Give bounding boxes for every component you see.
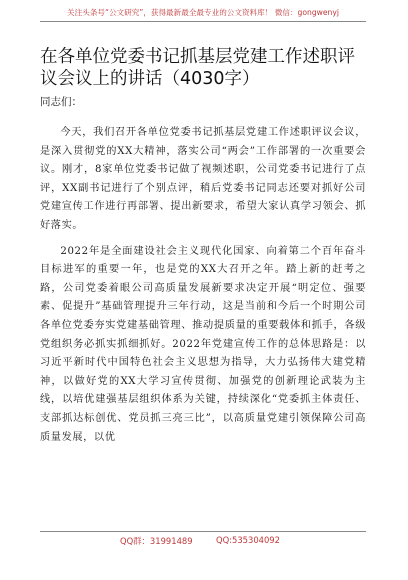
footer-qq: QQ:535304092 bbox=[216, 535, 280, 545]
footer-qq-group: QQ群：31991489 bbox=[120, 536, 193, 546]
salutation: 同志们： bbox=[40, 96, 82, 108]
footer-divider bbox=[40, 531, 366, 532]
footer bbox=[0, 535, 408, 549]
document-body bbox=[40, 124, 366, 454]
body-paragraph: 今天，我们召开各单位党委书记抓基层党建工作述职评议会议，是深入贯彻党的XX大精神，落实公司“两会”工作部署的一次重要会议。刚才，8家单位党委书记做了视频述职，公司党委书记进行了点评，XX副书记进行了个别点评，稍后党委书记同志还要对抓好公司党建宣传工作进行再部署、提出新要求，希望大家认真学习领会、抓好落实。 bbox=[40, 127, 366, 231]
document-title: 在各单位党委书记抓基层党建工作述职评议会议上的讲话（4030字） bbox=[40, 47, 355, 89]
header-banner: 关注头条号“公文研究”，获得最新最全最专业的公文资料库！ 微信：gongwenyj bbox=[40, 6, 366, 22]
body-paragraph: 2022年是全面建设社会主义现代化国家、向着第二个百年奋斗目标进军的重要一年，也是党的XX大召开之年。踏上新的赶考之路，公司党委着眼公司高质量发展新要求决定开展“明定位、强要素、促提升”基础管理提升三年行动，这是当前和今后一个时期公司各单位党委夯实党建基础管理、推动提质量的重要载体和抓手，各级党组织务必抓实抓细抓好。2022年党建宣传工作的总体思路是：以习近平新时代中国特色社会主义思想为指导，大力弘扬伟大建党精神，以做好党的XX大学习宣传贯彻、加强党的创新理论武装为主线，以培优建强基层组织体系为关键，持续深化“党委抓主体责任、支部抓达标创优、党员抓三亮三比”，以高质量党建引领保障公司高质量发展，以优 bbox=[40, 245, 366, 443]
